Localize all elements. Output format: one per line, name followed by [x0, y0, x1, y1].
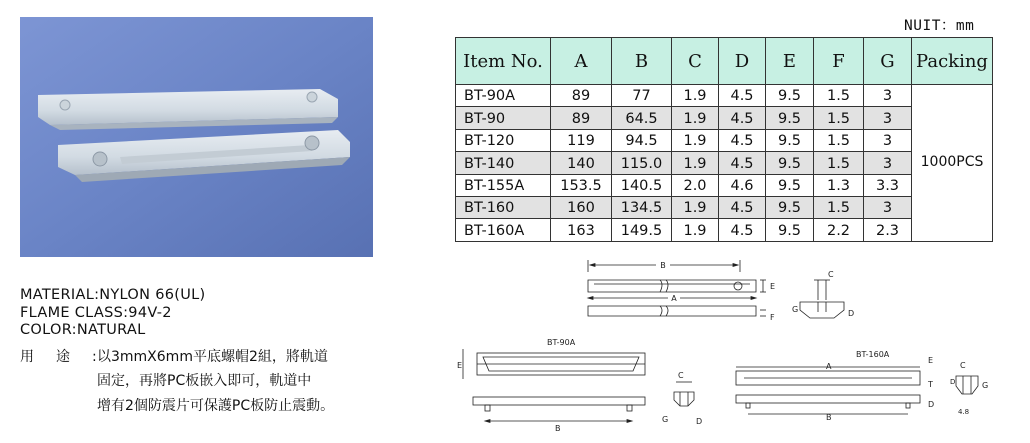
cell-g: 3: [864, 107, 912, 129]
bt160a-title: BT-160A: [856, 350, 890, 359]
bt90a-dim-e-label: E: [457, 361, 463, 370]
product-photo: [20, 17, 373, 257]
cell-e: 9.5: [766, 129, 814, 151]
cell-d: 4.5: [719, 219, 766, 241]
cell-e: 9.5: [766, 107, 814, 129]
color-text: COLOR:NATURAL: [20, 322, 146, 338]
cell-d: 4.6: [719, 174, 766, 196]
bt90a-sec-c-label: C: [678, 371, 684, 380]
bt90a-drawing: [455, 335, 655, 435]
cell-g: 3: [864, 196, 912, 218]
header-b: B: [612, 38, 672, 85]
spec-block: [20, 287, 205, 340]
cell-b: 64.5: [612, 107, 672, 129]
cell-item: BT-90: [456, 107, 551, 129]
header-g: G: [864, 38, 912, 85]
cell-item: BT-160: [456, 196, 551, 218]
bt160a-dim-a-label: A: [826, 362, 832, 371]
bt160a-sec-dim-label: 4.8: [958, 408, 970, 416]
cell-a: 163: [551, 219, 612, 241]
cell-e: 9.5: [766, 196, 814, 218]
cell-c: 1.9: [672, 152, 719, 174]
dimension-table: [455, 37, 993, 242]
cell-g: 3: [864, 152, 912, 174]
bt90a-sec-d-label: D: [696, 417, 703, 426]
unit-label: NUIT：mm: [904, 18, 975, 34]
cell-item: BT-120: [456, 129, 551, 151]
dim-c-label: C: [828, 270, 834, 279]
cell-a: 160: [551, 196, 612, 218]
header-item-no: Item No.: [456, 38, 551, 85]
table-row: [456, 85, 993, 107]
cell-item: BT-155A: [456, 174, 551, 196]
bt90a-dim-b-label: B: [555, 424, 561, 433]
cell-c: 1.9: [672, 196, 719, 218]
bt160a-dim-t-label: T: [928, 380, 933, 389]
cell-a: 89: [551, 107, 612, 129]
cell-b: 149.5: [612, 219, 672, 241]
cell-item: BT-90A: [456, 85, 551, 107]
cell-b: 77: [612, 85, 672, 107]
header-d: D: [719, 38, 766, 85]
dim-a-label: A: [671, 294, 677, 303]
bt160a-sec-c-label: C: [960, 361, 966, 370]
header-c: C: [672, 38, 719, 85]
cell-b: 115.0: [612, 152, 672, 174]
flame-class-text: FLAME CLASS:94V-2: [20, 304, 172, 321]
cell-f: 1.3: [814, 174, 864, 196]
cell-item: BT-140: [456, 152, 551, 174]
cell-f: 1.5: [814, 107, 864, 129]
bt160a-dim-d-label: D: [928, 400, 935, 409]
material-text: MATERIAL:NYLON 66(UL): [20, 287, 206, 303]
usage-label: 用途:: [20, 349, 119, 365]
usage-line-3: 增有2個防震片可保護PC板防止震動。: [97, 398, 335, 414]
cell-f: 1.5: [814, 129, 864, 151]
cell-a: 89: [551, 85, 612, 107]
bt160a-sec-d-label: D: [950, 378, 956, 386]
cell-c: 1.9: [672, 219, 719, 241]
bt160a-sec-g-label: G: [982, 381, 989, 390]
bt160a-drawing: [730, 345, 940, 421]
cell-b: 140.5: [612, 174, 672, 196]
cell-d: 4.5: [719, 152, 766, 174]
header-packing: Packing: [912, 38, 993, 85]
bt90a-sec-g-label: G: [662, 415, 669, 424]
cell-f: 1.5: [814, 196, 864, 218]
bt160a-section-drawing: [948, 358, 998, 420]
dim-b-label: B: [660, 261, 666, 270]
usage-line-2: 固定，再將PC板嵌入即可，軌道中: [97, 373, 312, 389]
bt160a-dim-b-label: B: [826, 413, 832, 421]
cell-item: BT-160A: [456, 219, 551, 241]
header-e: E: [766, 38, 814, 85]
cell-d: 4.5: [719, 129, 766, 151]
cell-b: 134.5: [612, 196, 672, 218]
cell-c: 1.9: [672, 85, 719, 107]
rail-side-drawing: [580, 254, 785, 334]
cell-e: 9.5: [766, 219, 814, 241]
cell-d: 4.5: [719, 107, 766, 129]
cell-g: 3.3: [864, 174, 912, 196]
cell-f: 1.5: [814, 152, 864, 174]
cell-a: 153.5: [551, 174, 612, 196]
cell-packing: 1000PCS: [912, 85, 993, 242]
cell-d: 4.5: [719, 85, 766, 107]
cell-e: 9.5: [766, 174, 814, 196]
cell-e: 9.5: [766, 152, 814, 174]
cell-c: 1.9: [672, 107, 719, 129]
cell-f: 2.2: [814, 219, 864, 241]
cell-a: 140: [551, 152, 612, 174]
cell-d: 4.5: [719, 196, 766, 218]
cell-g: 3: [864, 129, 912, 151]
cell-c: 1.9: [672, 129, 719, 151]
bt160a-dim-e-label: E: [928, 356, 934, 365]
cell-a: 119: [551, 129, 612, 151]
dim-e-label: E: [770, 282, 776, 291]
cell-g: 3: [864, 85, 912, 107]
table-header-row: [456, 38, 993, 85]
cell-g: 2.3: [864, 219, 912, 241]
dim-f-label: F: [770, 313, 775, 322]
header-f: F: [814, 38, 864, 85]
dim-g-label: G: [792, 305, 799, 314]
cell-f: 1.5: [814, 85, 864, 107]
bt90a-section-drawing: [660, 370, 710, 428]
usage-block: [20, 346, 119, 368]
cell-e: 9.5: [766, 85, 814, 107]
dim-d-label: D: [848, 309, 855, 318]
cell-b: 94.5: [612, 129, 672, 151]
rail-section-drawing: [790, 268, 860, 328]
header-a: A: [551, 38, 612, 85]
cell-c: 2.0: [672, 174, 719, 196]
usage-line-1: 以3mmX6mm平底螺帽2組，將軌道: [97, 349, 328, 365]
bt90a-title: BT-90A: [547, 338, 576, 347]
